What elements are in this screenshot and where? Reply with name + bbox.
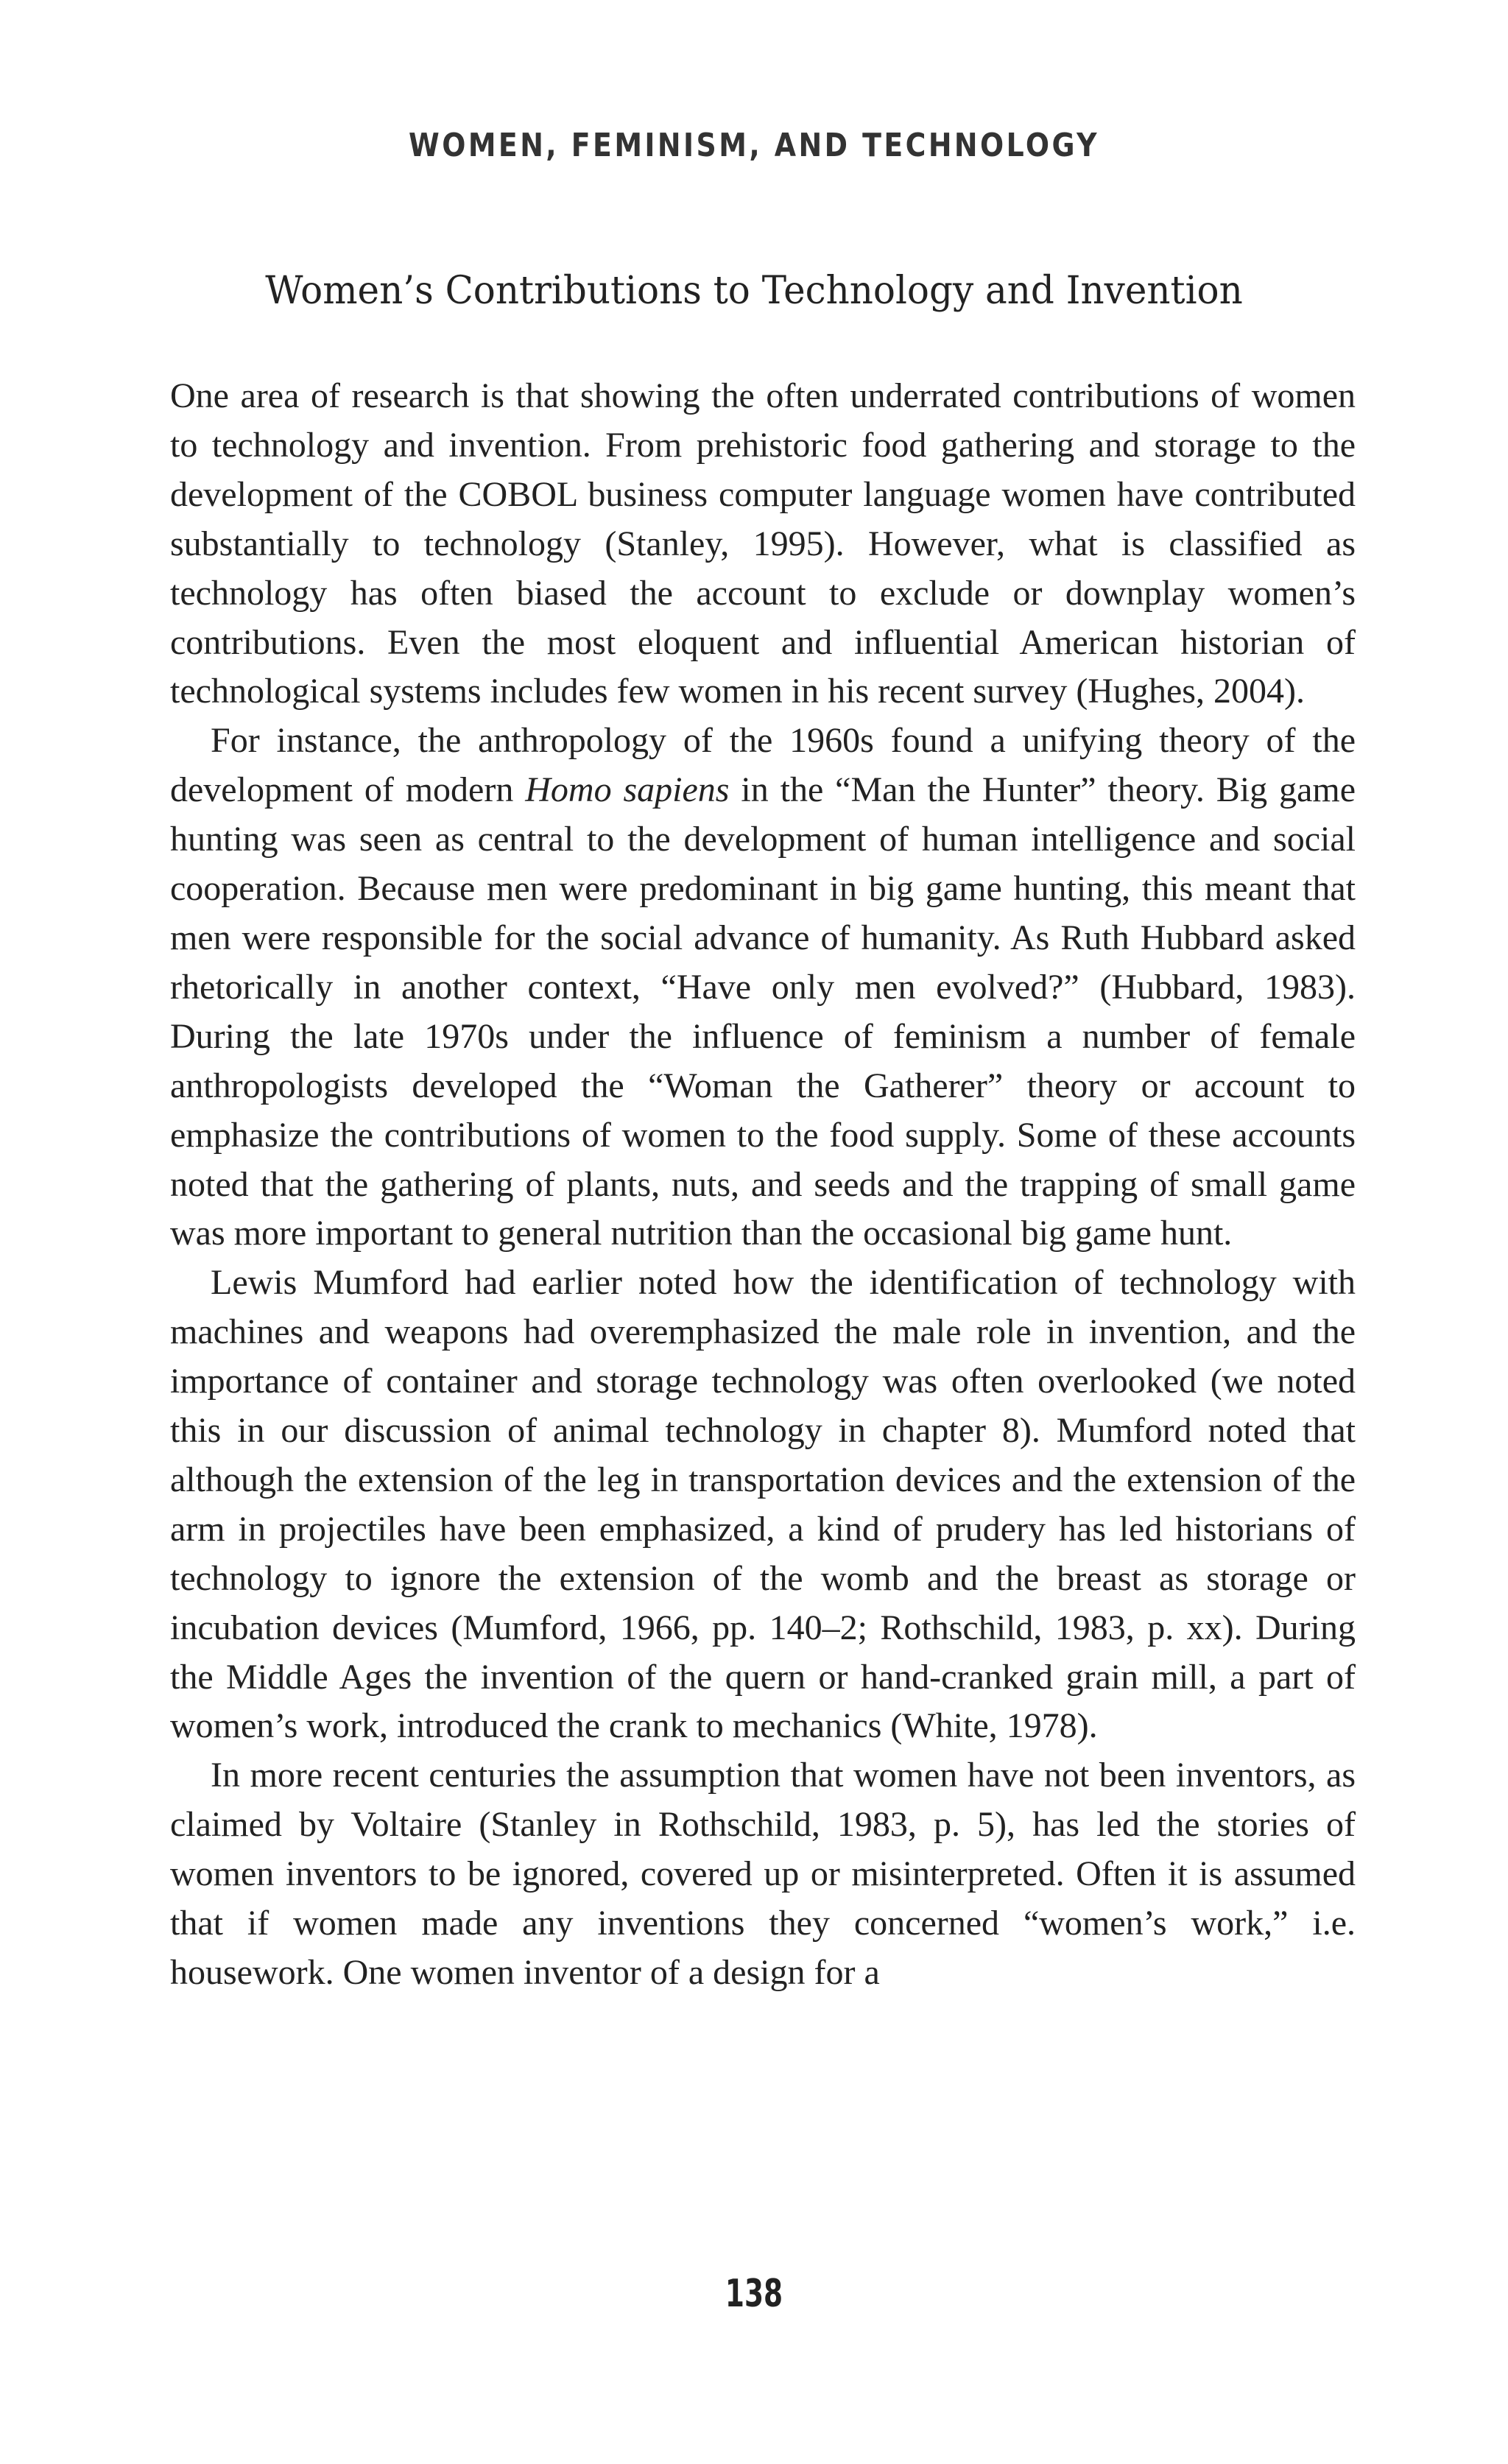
section-title: Women’s Contributions to Technology and Invention xyxy=(265,269,1243,313)
paragraph-1-text: One area of research is that showing the often underrated contributions of women to technology and invention. From prehistoric food gathering and storage to the development of the COBOL business computer language women have contributed substantially to technology (Stanley, 1995). However, what is classified as technology has often biased the account to exclude or downplay women’s contributions. Even the most eloquent and influential American historian of technological systems includes few women in his recent survey (Hughes, 2004). xyxy=(170,376,1356,711)
paragraph-2-text-end: in the “Man the Hunter” theory. Big game hunting was seen as central to the development of human intelligence and social cooperation. Because men were predominant in big game hunting, this meant that men were responsible for the social advance of humanity. As Ruth Hubbard asked rhetorically in another context, “Have only men evolved?” (Hubbard, 1983). During the late 1970s under the influence of feminism a number of female anthropologists developed the “Woman the Gatherer” theory or account to emphasize the contributions of women to the food supply. Some of these accounts noted that the gathering of plants, nuts, and seeds and the trapping of small game was more important to general nutrition than the occasional big game hunt. xyxy=(170,770,1356,1253)
paragraph-3 xyxy=(170,1259,1356,1751)
page-number: 138 xyxy=(725,2272,783,2316)
species-name-italic: Homo sapiens xyxy=(525,770,730,810)
running-head: WOMEN, FEMINISM, AND TECHNOLOGY xyxy=(409,127,1099,164)
paragraph-4 xyxy=(170,1751,1356,1998)
body-text xyxy=(170,372,1356,1998)
paragraph-2 xyxy=(170,717,1356,1259)
paragraph-1 xyxy=(170,372,1356,717)
paragraph-4-text: In more recent centuries the assumption that women have not been inventors, as claimed by Voltaire (Stanley in Rothschild, 1983, p. 5), has led the stories of women inventors to be ignored, covered up or misinterpreted. Often it is assumed that if women made any inventions they concerned “women’s work,” i.e. housework. One women inventor of a design for a xyxy=(170,1756,1356,1992)
paragraph-3-text: Lewis Mumford had earlier noted how the identification of technology with machines and weapons had overemphasized the male role in invention, and the importance of container and storage technology was often overlooked (we noted this in our discussion of animal technology in chapter 8). Mumford noted that although the extension of the leg in transportation devices and the extension of the arm in projectiles have been emphasized, a kind of prudery has led historians of technology to ignore the extension of the womb and the breast as storage or incubation devices (Mumford, 1966, pp. 140–2; Rothschild, 1983, p. xx). During the Middle Ages the invention of the quern or hand-cranked grain mill, a part of women’s work, introduced the crank to mechanics (White, 1978). xyxy=(170,1263,1356,1746)
paragraph-2-text-start: For instance, the anthropology of the 1960s found a unifying theory of the development of modern xyxy=(170,721,1356,810)
